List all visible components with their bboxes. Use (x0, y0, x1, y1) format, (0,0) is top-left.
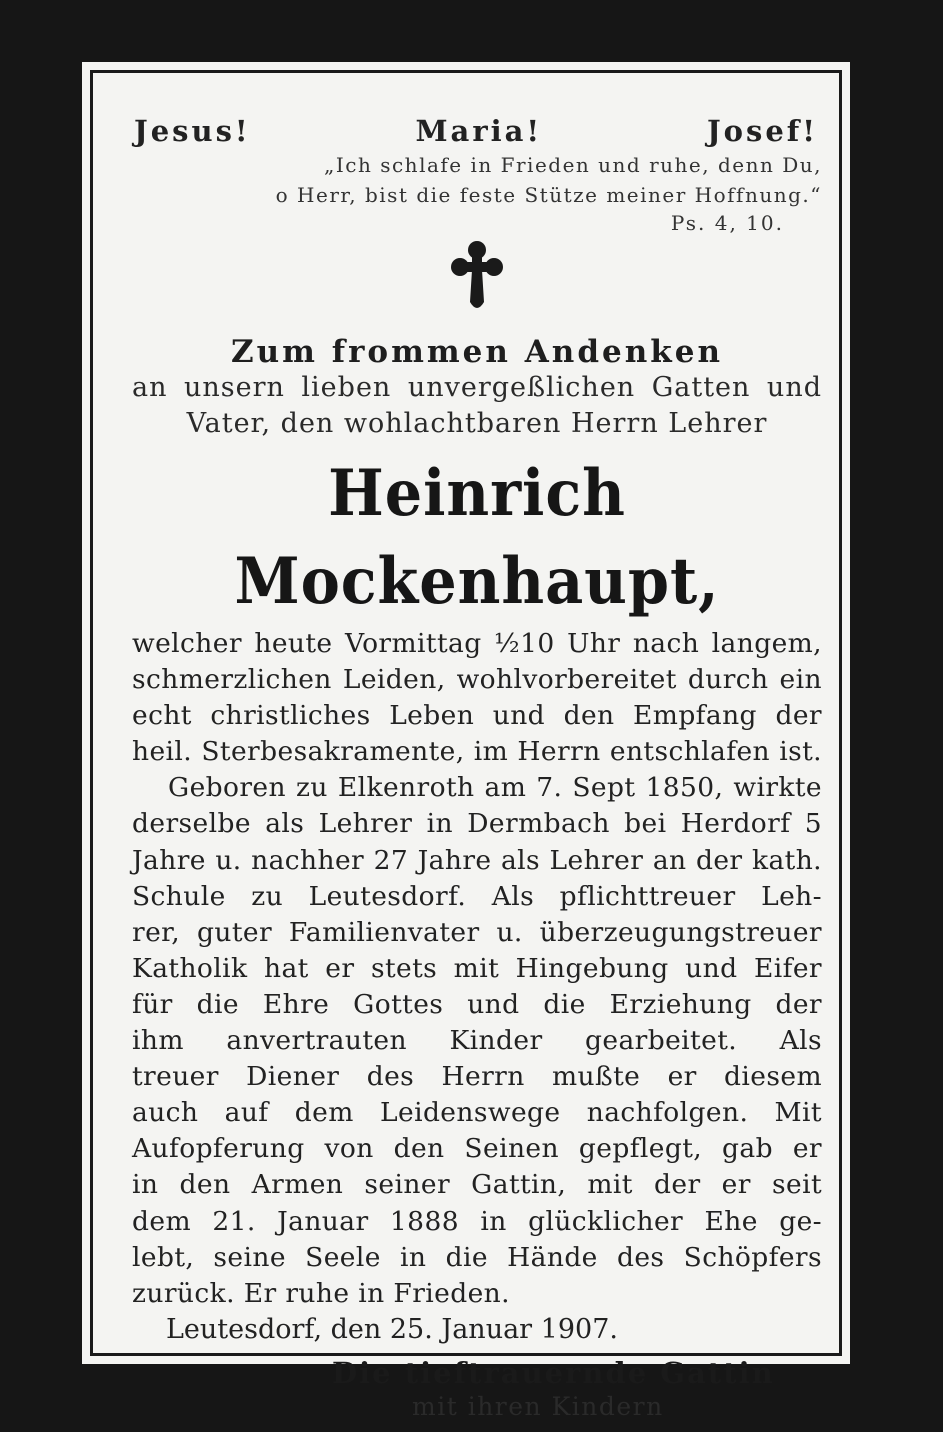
body-line: echt christliches Leben und den Empfang der (132, 700, 822, 732)
body-line: Schule zu Leutesdorf. Als pflichttreuer Leh- (132, 880, 822, 912)
invocation-maria: Maria! (415, 114, 543, 148)
place-date: Leutesdorf, den 25. Januar 1907. (166, 1313, 618, 1345)
psalm-line: o Herr, bist die feste Stütze meiner Hoffnung.“ (275, 183, 822, 207)
obituary-text (132, 626, 822, 1312)
body-line: Katholik hat er stets mit Hingebung und Eifer (132, 952, 822, 984)
body-line: treuer Diener des Herrn mußte er diesem (132, 1061, 822, 1093)
intro-line: an unsern lieben unvergeßlichen Gatten und (132, 372, 822, 403)
body-line: schmerzlichen Leiden, wohlvorbereitet durch ein (132, 664, 822, 696)
cross-icon (450, 240, 504, 316)
body-line: lebt, seine Seele in die Hände des Schöpfers (132, 1241, 822, 1273)
body-line: in den Armen seiner Gattin, mit der er seit (132, 1169, 822, 1201)
heading: Zum frommen Andenken (230, 334, 724, 370)
body-line: Jahre u. nachher 27 Jahre als Lehrer an der kath. (132, 844, 822, 876)
deceased-name: Heinrich Mockenhaupt, (234, 456, 720, 619)
body-line: ihm anvertrauten Kinder gearbeitet. Als (132, 1025, 822, 1057)
body-line: dem 21. Januar 1888 in glücklicher Ehe ge- (132, 1205, 822, 1237)
body-line: heil. Sterbesakramente, im Herrn entschlafen ist. (132, 736, 822, 768)
invocation-line (132, 114, 822, 148)
body-line: für die Ehre Gottes und die Erziehung der (132, 988, 822, 1020)
card-content (132, 114, 822, 1424)
body-line: welcher heute Vormittag ½10 Uhr nach langem, (132, 628, 822, 659)
body-line: derselbe als Lehrer in Dermbach bei Herdorf 5 (132, 808, 822, 840)
psalm-quote (132, 150, 822, 210)
psalm-line: „Ich schlafe in Frieden und ruhe, denn Du, (324, 153, 822, 177)
body-line: rer, guter Familienvater u. überzeugungstreuer (132, 916, 822, 948)
psalm-reference: Ps. 4, 10. (670, 211, 784, 235)
signature: Die tieftrauernde Gattin (332, 1355, 775, 1390)
body-line: Geboren zu Elkenroth am 7. Sept 1850, wirkte (168, 772, 822, 804)
invocation-josef: Josef! (706, 114, 818, 148)
signature-sub: mit ihren Kindern (412, 1391, 664, 1421)
body-line: auch auf dem Leidenswege nachfolgen. Mit (132, 1097, 822, 1129)
body-line: Aufopferung von den Seinen gepflegt, gab er (132, 1133, 822, 1165)
body-line: zurück. Er ruhe in Frieden. (132, 1277, 510, 1309)
intro-line: Vater, den wohlachtbaren Herrn Lehrer (186, 408, 768, 439)
card-paper (82, 62, 850, 1421)
invocation-jesus: Jesus! (134, 114, 251, 148)
